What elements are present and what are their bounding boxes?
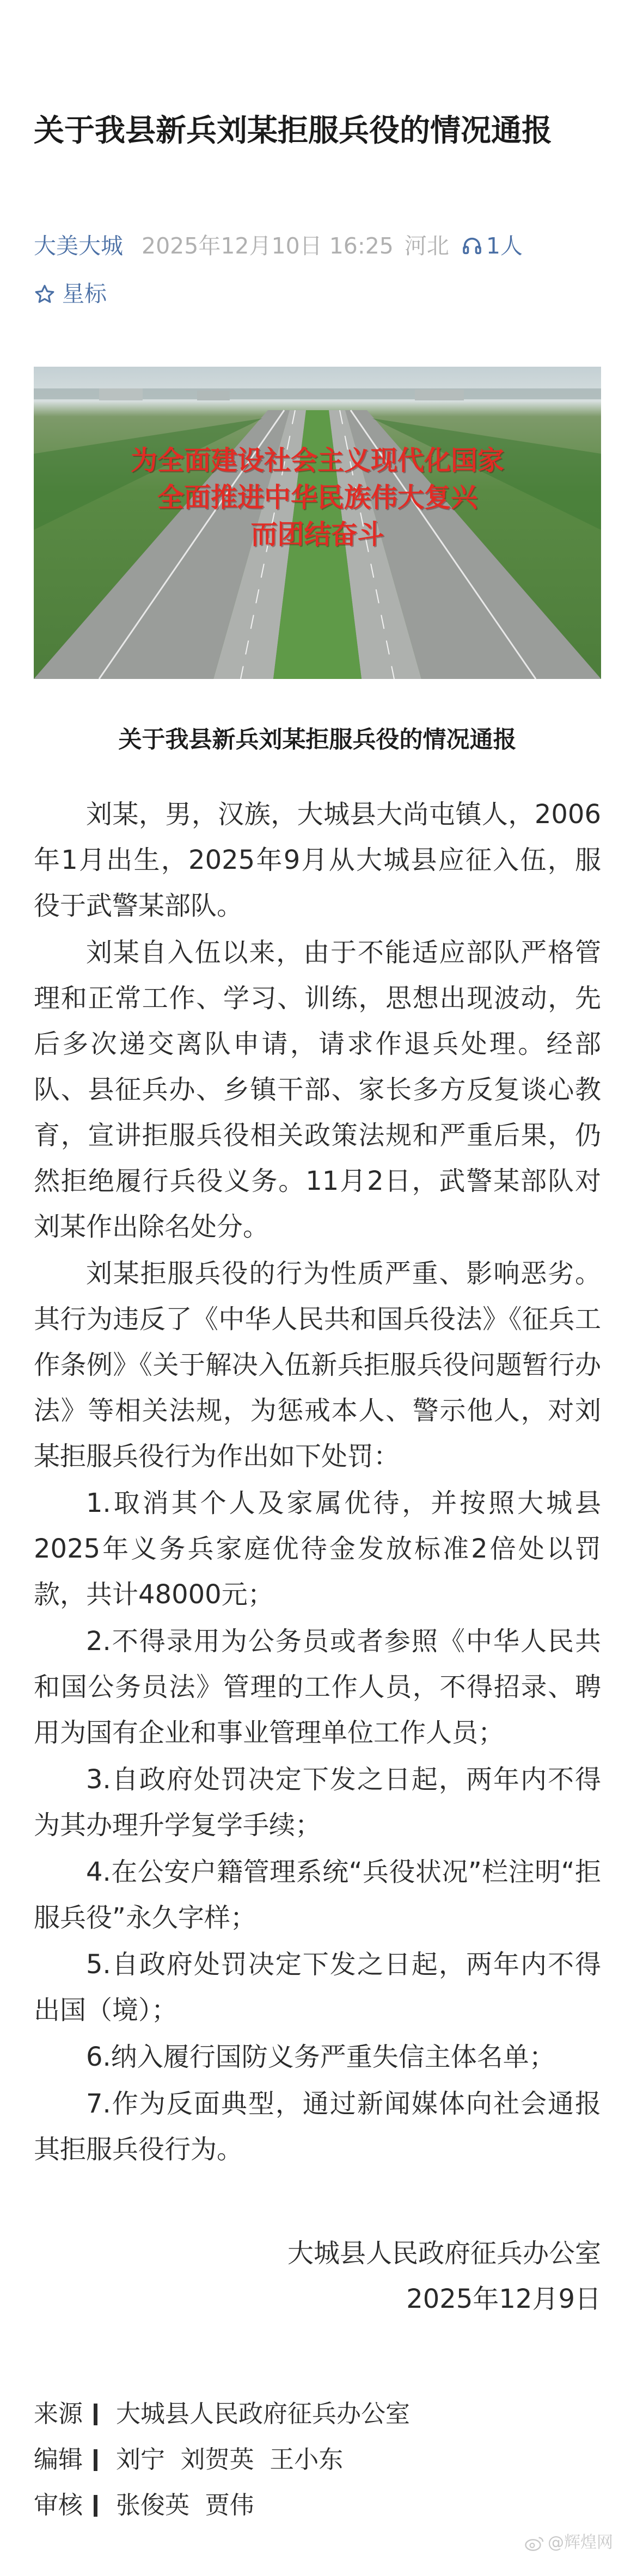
divider-bar bbox=[94, 2495, 97, 2517]
listen-button[interactable] bbox=[449, 233, 523, 259]
credit-reviewer-value: 张俊英 贾伟 bbox=[116, 2491, 254, 2519]
penalty-item: 6.纳入履行国防义务严重失信主体名单； bbox=[86, 2042, 555, 2072]
credits-section bbox=[34, 2391, 605, 2528]
notice-paragraph: 刘某自入伍以来，由于不能适应部队严格管理和正常工作、学习、训练，思想出现波动，先后多次递交离队申请，请求作退兵处理。经部队、县征兵办、乡镇干部、家长多方反复谈心教育，宣讲拒服兵役相关政策法规和严重后果，仍然拒绝履行兵役义务。11月2日，武警某部队对刘某作出除名处分。 bbox=[34, 937, 601, 1242]
banner-image bbox=[34, 367, 601, 679]
listen-count: 1人 bbox=[486, 233, 523, 259]
banner-slogan-line2: 全面推进中华民族伟大复兴 bbox=[157, 482, 477, 513]
banner-slogan-line3: 而团结奋斗 bbox=[250, 519, 384, 550]
credit-editor-value: 刘宁 刘贺英 王小东 bbox=[116, 2445, 344, 2474]
penalty-item: 5.自政府处罚决定下发之日起，两年内不得出国（境）； bbox=[34, 1949, 601, 2025]
penalty-item: 1.取消其个人及家属优待，并按照大城县2025年义务兵家庭优待金发放标准2倍处以罚款，共计48000元； bbox=[34, 1488, 601, 1610]
article-meta bbox=[34, 231, 611, 261]
weibo-icon bbox=[525, 2535, 544, 2558]
article-title: 关于我县新兵刘某拒服兵役的情况通报 bbox=[34, 113, 552, 149]
notice-paragraph: 刘某，男，汉族，大城县大尚屯镇人，2006年1月出生，2025年9月从大城县应征入伍，服役于武警某部队。 bbox=[34, 799, 601, 921]
publish-location: 河北 bbox=[404, 233, 449, 259]
credit-source bbox=[34, 2391, 605, 2437]
credit-reviewer bbox=[34, 2482, 605, 2528]
divider-bar bbox=[94, 2404, 97, 2425]
credit-editor bbox=[34, 2437, 605, 2482]
notice-heading: 关于我县新兵刘某拒服兵役的情况通报 bbox=[118, 726, 517, 753]
star-label: 星标 bbox=[62, 281, 107, 307]
penalty-item: 7.作为反面典型，通过新闻媒体向社会通报其拒服兵役行为。 bbox=[34, 2089, 601, 2165]
watermark bbox=[525, 2532, 613, 2558]
penalty-item: 4.在公安户籍管理系统“兵役状况”栏注明“拒服兵役”永久字样； bbox=[34, 1857, 601, 1933]
banner-slogan-line1: 为全面建设社会主义现代化国家 bbox=[130, 445, 504, 476]
author-link[interactable]: 大美大城 bbox=[34, 233, 123, 259]
credit-reviewer-label: 审核 bbox=[34, 2491, 83, 2519]
watermark-text: @辉煌网 bbox=[548, 2533, 613, 2552]
credit-editor-label: 编辑 bbox=[34, 2445, 83, 2474]
signature-organization: 大城县人民政府征兵办公室 bbox=[287, 2238, 601, 2269]
signature-date: 2025年12月9日 bbox=[406, 2284, 601, 2314]
notice-paragraph: 刘某拒服兵役的行为性质严重、影响恶劣。其行为违反了《中华人民共和国兵役法》《征兵工作条例》《关于解决入伍新兵拒服兵役问题暂行办法》等相关法规，为惩戒本人、警示他人，对刘某拒服兵役行为作出如下处罚： bbox=[34, 1258, 601, 1472]
publish-time: 2025年12月10日 16:25 bbox=[142, 233, 394, 259]
headphones-icon bbox=[461, 235, 483, 257]
credit-source-value: 大城县人民政府征兵办公室 bbox=[116, 2399, 411, 2428]
star-button[interactable] bbox=[34, 279, 107, 309]
divider-bar bbox=[94, 2449, 97, 2471]
penalty-item: 2.不得录用为公务员或者参照《中华人民共和国公务员法》管理的工作人员，不得招录、聘用为国有企业和事业管理单位工作人员； bbox=[34, 1626, 601, 1748]
notice-body bbox=[34, 792, 601, 2173]
penalty-item: 3.自政府处罚决定下发之日起，两年内不得为其办理升学复学手续； bbox=[34, 1764, 601, 1840]
star-icon bbox=[34, 283, 56, 305]
credit-source-label: 来源 bbox=[34, 2399, 83, 2428]
